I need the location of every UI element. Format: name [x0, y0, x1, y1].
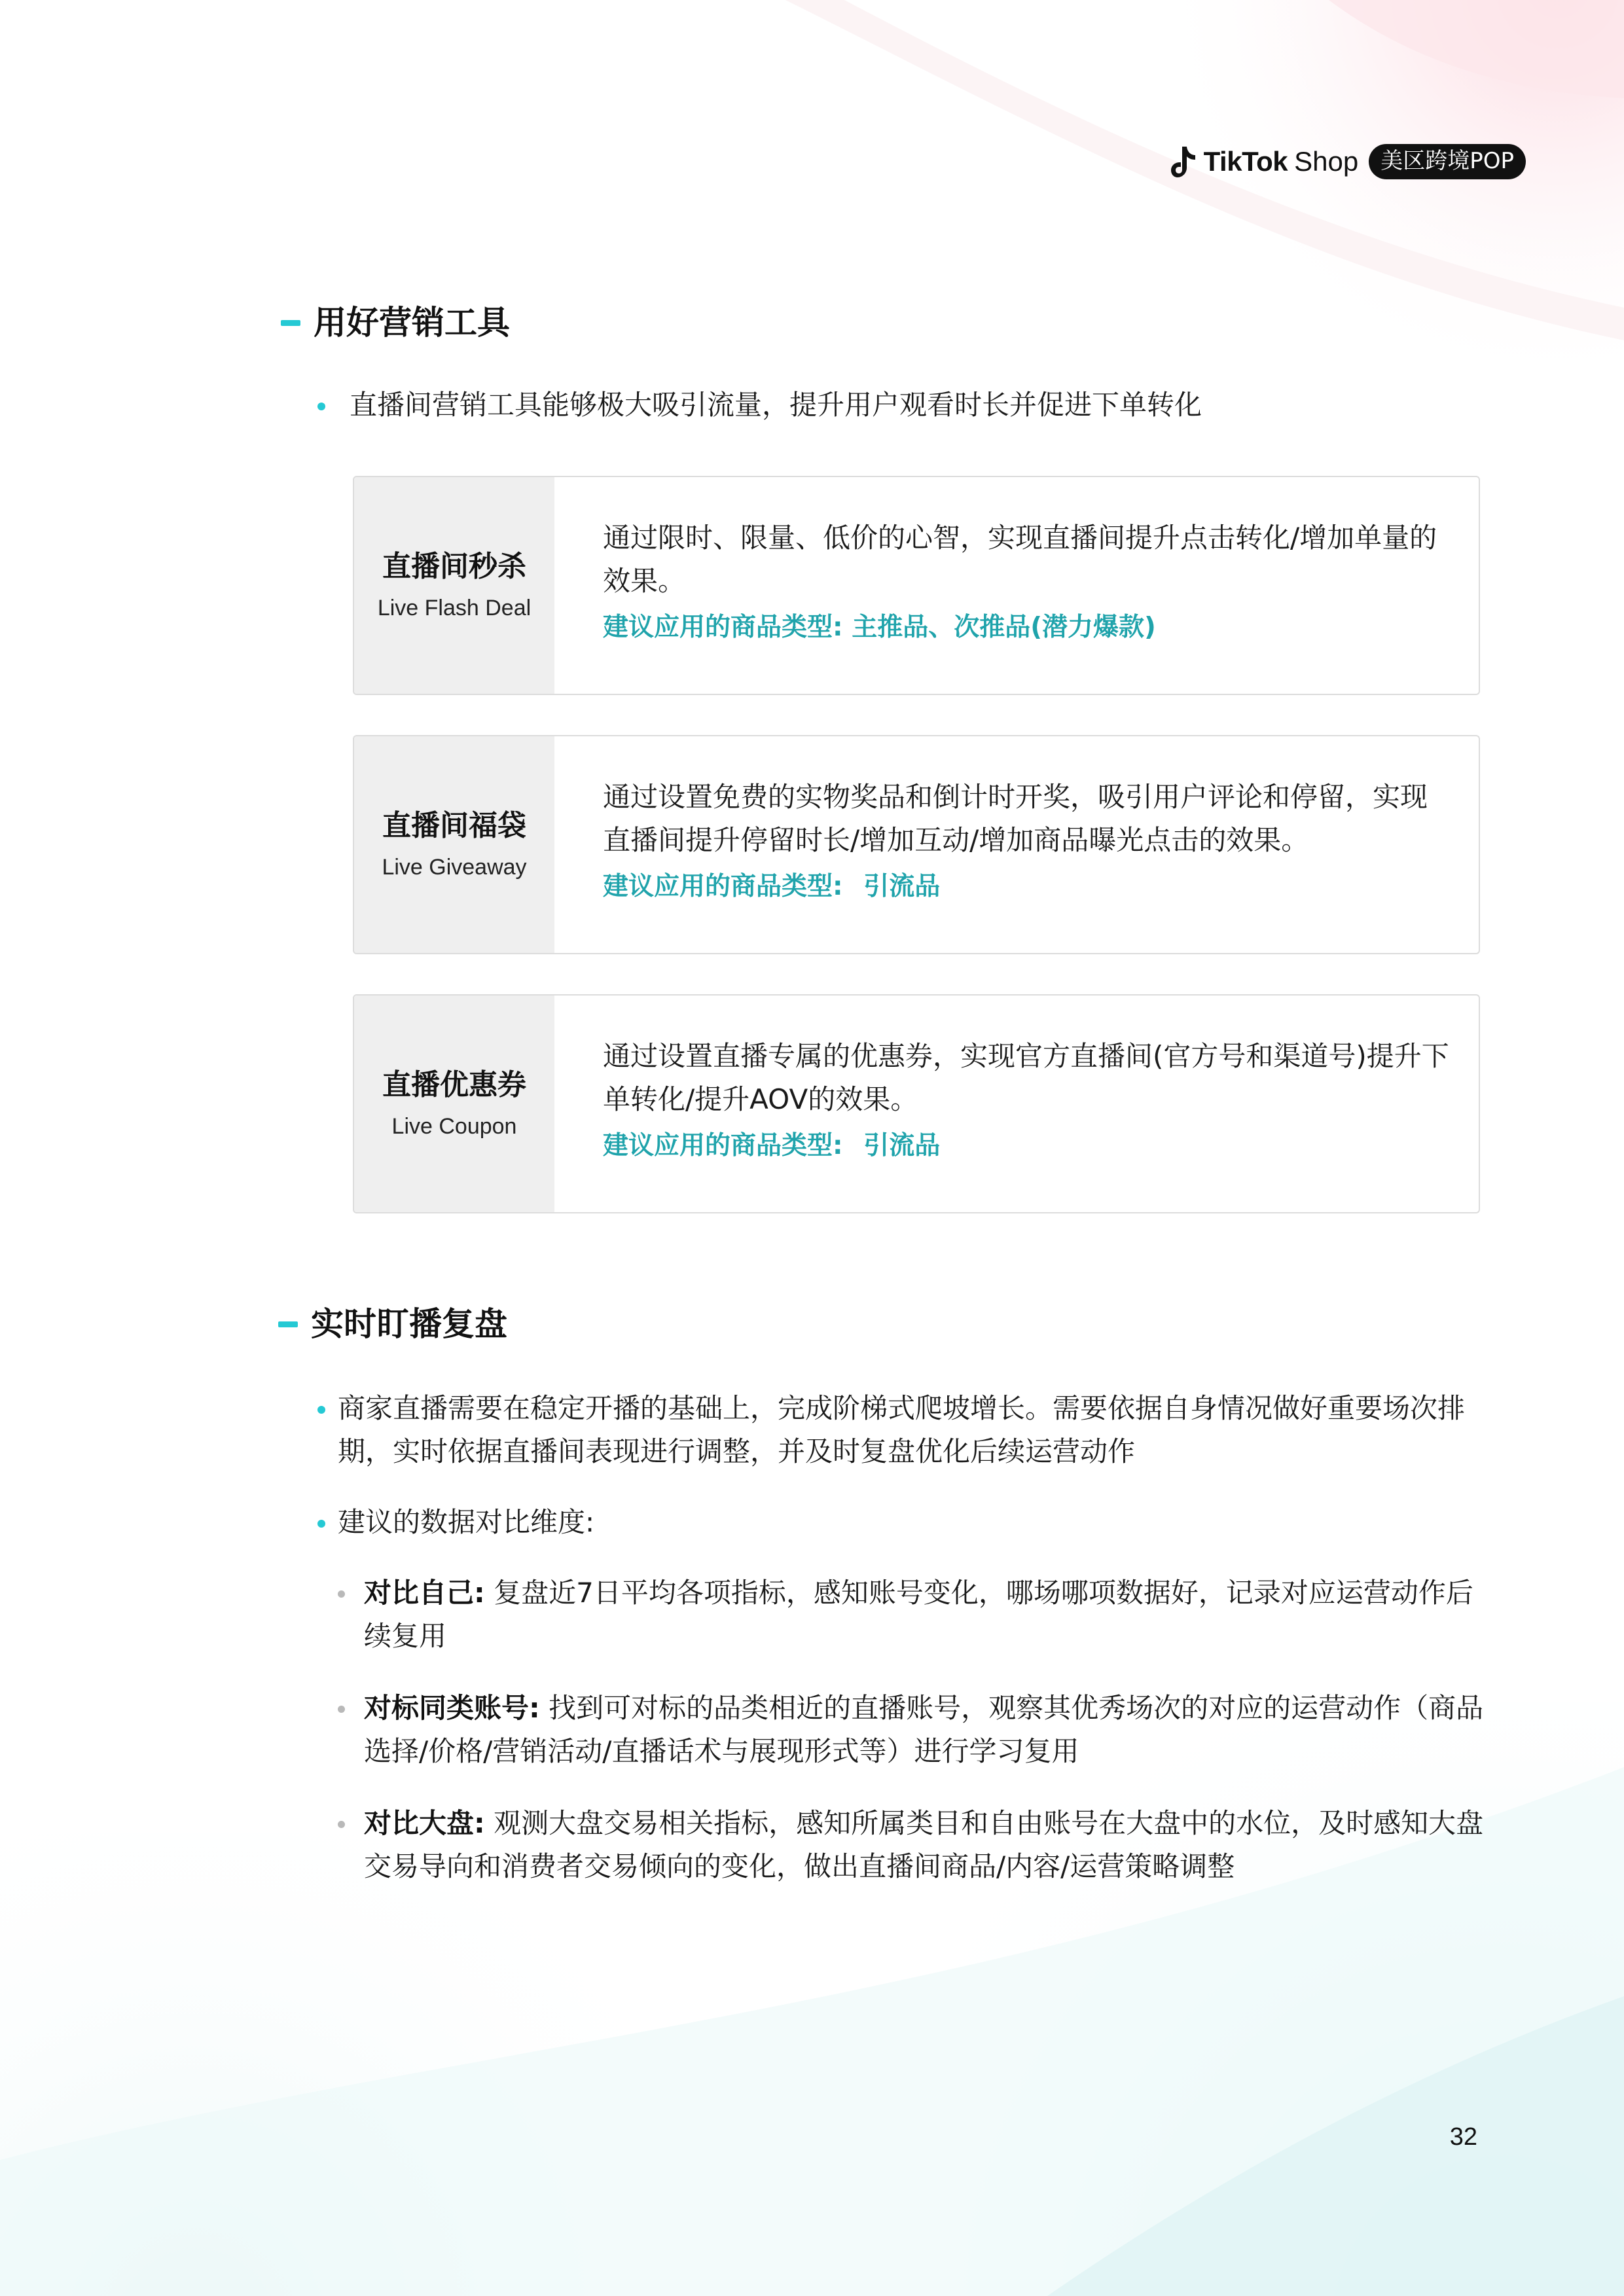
bullet-dot — [317, 1520, 325, 1528]
review-bullet-text: 建议的数据对比维度: — [338, 1506, 595, 1538]
brand-name: TikTok — [1203, 146, 1288, 177]
compare-item-text: 复盘近7日平均各项指标，感知账号变化，哪场哪项数据好，记录对应运营动作后续复用 — [364, 1577, 1473, 1652]
title-dash-marker — [278, 1321, 298, 1327]
brand-suffix: Shop — [1294, 146, 1359, 177]
tool-name-en: Live Coupon — [391, 1114, 517, 1139]
compare-item-label: 对比大盘: — [364, 1807, 485, 1839]
tool-card-name-panel — [354, 477, 554, 694]
compare-item-text: 观测大盘交易相关指标，感知所属类目和自由账号在大盘中的水位，及时感知大盘交易导向和消费者交易倾向的变化，做出直播间商品/内容/运营策略调整 — [364, 1807, 1484, 1882]
tool-recommendation — [603, 609, 1454, 646]
tool-card-body — [603, 776, 1454, 905]
tool-description: 通过设置直播专属的优惠券，实现官方直播间(官方号和渠道号)提升下单转化/提升AOV的效果。 — [603, 1040, 1449, 1115]
review-bullet-text: 商家直播需要在稳定开播的基础上，完成阶梯式爬坡增长。需要依据自身情况做好重要场次排期，实时依据直播间表现进行调整，并及时复盘优化后续运营动作 — [338, 1392, 1466, 1467]
section-title-text: 用好营销工具 — [314, 304, 510, 342]
tool-description: 通过限时、限量、低价的心智，实现直播间提升点击转化/增加单量的效果。 — [603, 522, 1437, 597]
tool-name-cn: 直播优惠券 — [382, 1067, 526, 1102]
tool-name-cn: 直播间福袋 — [382, 808, 526, 842]
section-title-live-review — [278, 1305, 507, 1343]
brand-header — [1171, 144, 1526, 179]
tool-card-body — [603, 516, 1454, 646]
tool-card-coupon — [353, 994, 1480, 1213]
tiktok-note-icon — [1171, 144, 1197, 179]
tool-card-giveaway — [353, 735, 1480, 954]
compare-item-text: 找到可对标的品类相近的直播账号，观察其优秀场次的对应的运营动作（商品选择/价格/营销活动/直播话术与展现形式等）进行学习复用 — [364, 1692, 1484, 1767]
tool-card-name-panel — [354, 996, 554, 1212]
tool-card-name-panel — [354, 736, 554, 953]
tool-name-en: Live Flash Deal — [377, 596, 532, 621]
section-title-marketing-tools — [281, 304, 510, 342]
section-intro-text: 直播间营销工具能够极大吸引流量，提升用户观看时长并促进下单转化 — [350, 389, 1202, 421]
compare-item-label: 对比自己: — [364, 1577, 485, 1609]
section-title-text: 实时盯播复盘 — [311, 1305, 507, 1343]
sub-bullet-dot — [338, 1590, 345, 1598]
compare-item-market — [364, 1802, 1490, 1888]
recommend-value: 引流品 — [863, 1131, 941, 1160]
recommend-value: 引流品 — [863, 872, 941, 901]
recommend-label: 建议应用的商品类型: — [603, 1131, 843, 1160]
tool-card-flash-deal — [353, 476, 1480, 695]
bullet-dot — [317, 1406, 325, 1414]
tool-recommendation — [603, 869, 1454, 905]
compare-item-peers — [364, 1687, 1490, 1773]
tool-name-cn: 直播间秒杀 — [382, 549, 526, 583]
bullet-dot — [317, 403, 325, 410]
sub-bullet-dot — [338, 1821, 345, 1828]
recommend-label: 建议应用的商品类型: — [603, 613, 843, 642]
recommend-label: 建议应用的商品类型: — [603, 872, 843, 901]
compare-item-self — [364, 1571, 1490, 1658]
compare-item-label: 对标同类账号: — [364, 1692, 540, 1724]
tool-recommendation — [603, 1128, 1454, 1164]
recommend-value: 主推品、次推品(潜力爆款) — [852, 613, 1156, 642]
region-badge: 美区跨境POP — [1369, 144, 1526, 179]
tool-description: 通过设置免费的实物奖品和倒计时开奖，吸引用户评论和停留，实现直播间提升停留时长/增加互动/增加商品曝光点击的效果。 — [603, 781, 1428, 856]
title-dash-marker — [281, 320, 300, 326]
page-number: 32 — [1449, 2123, 1477, 2151]
sub-bullet-dot — [338, 1706, 345, 1713]
tool-card-body — [603, 1035, 1454, 1164]
tool-name-en: Live Giveaway — [382, 855, 527, 880]
